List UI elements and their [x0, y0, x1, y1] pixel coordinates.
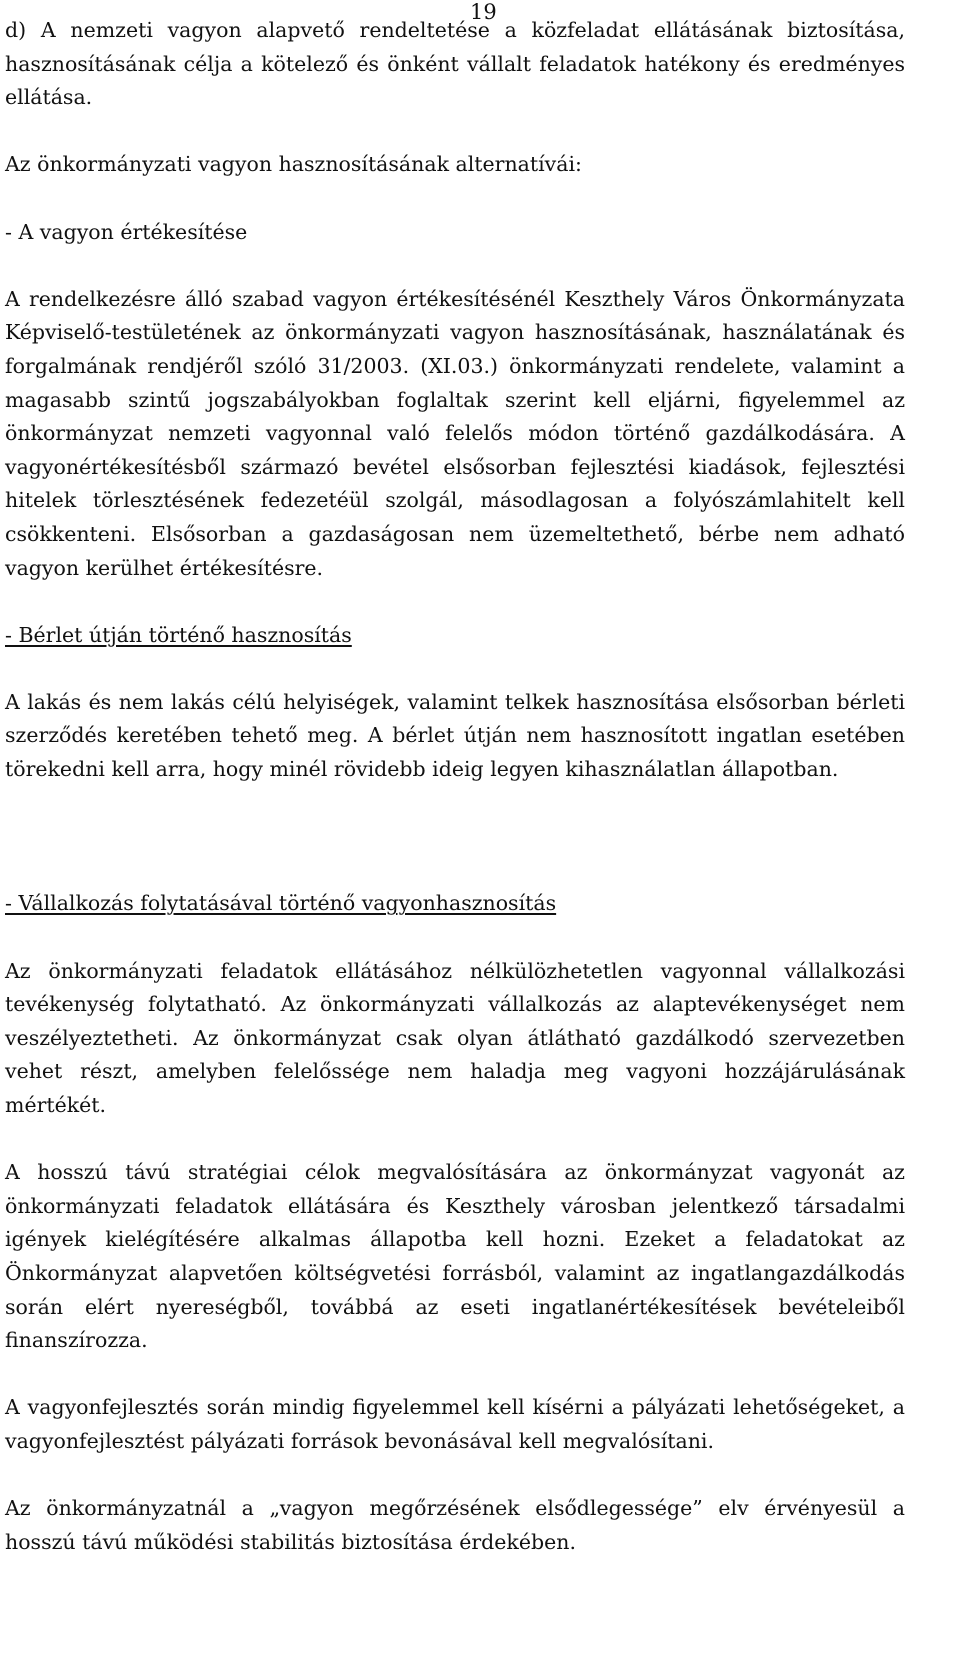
paragraph-vagyonfejlesztes: A vagyonfejlesztés során mindig figyelemmel kell kísérni a pályázati lehetőségeket, a vagyonfejlesztést pályázati források bevonásával kell megvalósítani.	[5, 1395, 905, 1453]
heading-vagyon-ertekesitese: - A vagyon értékesítése	[5, 219, 248, 244]
paragraph-vagyon-megorzese: Az önkormányzatnál a „vagyon megőrzésének elsődlegessége” elv érvényesül a hosszú távú működési stabilitás biztosítása érdekében.	[5, 1496, 905, 1554]
heading-vallalkozas: - Vállalkozás folytatásával történő vagyonhasznosítás	[5, 891, 557, 916]
paragraph-nemzeti-vagyon: d) A nemzeti vagyon alapvető rendeltetése a közfeladat ellátásának biztosítása, hasznosításának célja a kötelező és önként vállalt feladatok hatékony és eredményes ellátása.	[5, 18, 905, 110]
paragraph-ertekesites: A rendelkezésre álló szabad vagyon értékesítésénél Keszthely Város Önkormányzata Képviselő-testületének az önkormányzati vagyon hasznosításának, használatának és forgalmának rendjéről szóló 31/2003. (XI.03.) önkormányzati rendelete, valamint a magasabb szintű jogszabályokban foglaltak szerint kell eljárni, figyelemmel az önkormányzat nemzeti vagyonnal való felelős módon történő gazdálkodására. A vagyonértékesítésből származó bevétel elsősorban fejlesztési kiadások, fejlesztési hitelek törlesztésének fedezetéül szolgál, másodlagosan a folyószámlahitelt kell csökkenteni. Elsősorban a gazdaságosan nem üzemeltethető, bérbe nem adható vagyon kerülhet értékesítésre.	[5, 286, 905, 580]
paragraph-strategiai-celok: A hosszú távú stratégiai célok megvalósítására az önkormányzat vagyonát az önkormányzati feladatok ellátására és Keszthely városban jelentkező társadalmi igények kielégítésére alkalmas állapotba kell hozni. Ezeket a feladatokat az Önkormányzat alapvetően költségvetési forrásból, valamint az ingatlangazdálkodás során elért nyereségből, továbbá az eseti ingatlanértékesítések bevételeiből finanszírozza.	[5, 1160, 905, 1353]
paragraph-berlet: A lakás és nem lakás célú helyiségek, valamint telkek hasznosítása elsősorban bérleti szerződés keretében tehető meg. A bérlet útján nem hasznosított ingatlan esetében törekedni kell arra, hogy minél rövidebb ideig legyen kihasználatlan állapotban.	[5, 689, 905, 782]
document-body	[5, 14, 905, 1559]
page-number: 19	[470, 0, 497, 24]
paragraph-vallalkozas: Az önkormányzati feladatok ellátásához nélkülözhetetlen vagyonnal vállalkozási tevékenység folytatható. Az önkormányzati vállalkozás az alaptevékenységet nem veszélyeztetheti. Az önkormányzat csak olyan átlátható gazdálkodó szervezetben vehet részt, amelyben felelőssége nem haladja meg vagyoni hozzájárulásának mértékét.	[5, 958, 905, 1118]
heading-berlet: - Bérlet útján történő hasznosítás	[5, 622, 352, 647]
paragraph-alternativak: Az önkormányzati vagyon hasznosításának alternatívái:	[5, 152, 582, 177]
